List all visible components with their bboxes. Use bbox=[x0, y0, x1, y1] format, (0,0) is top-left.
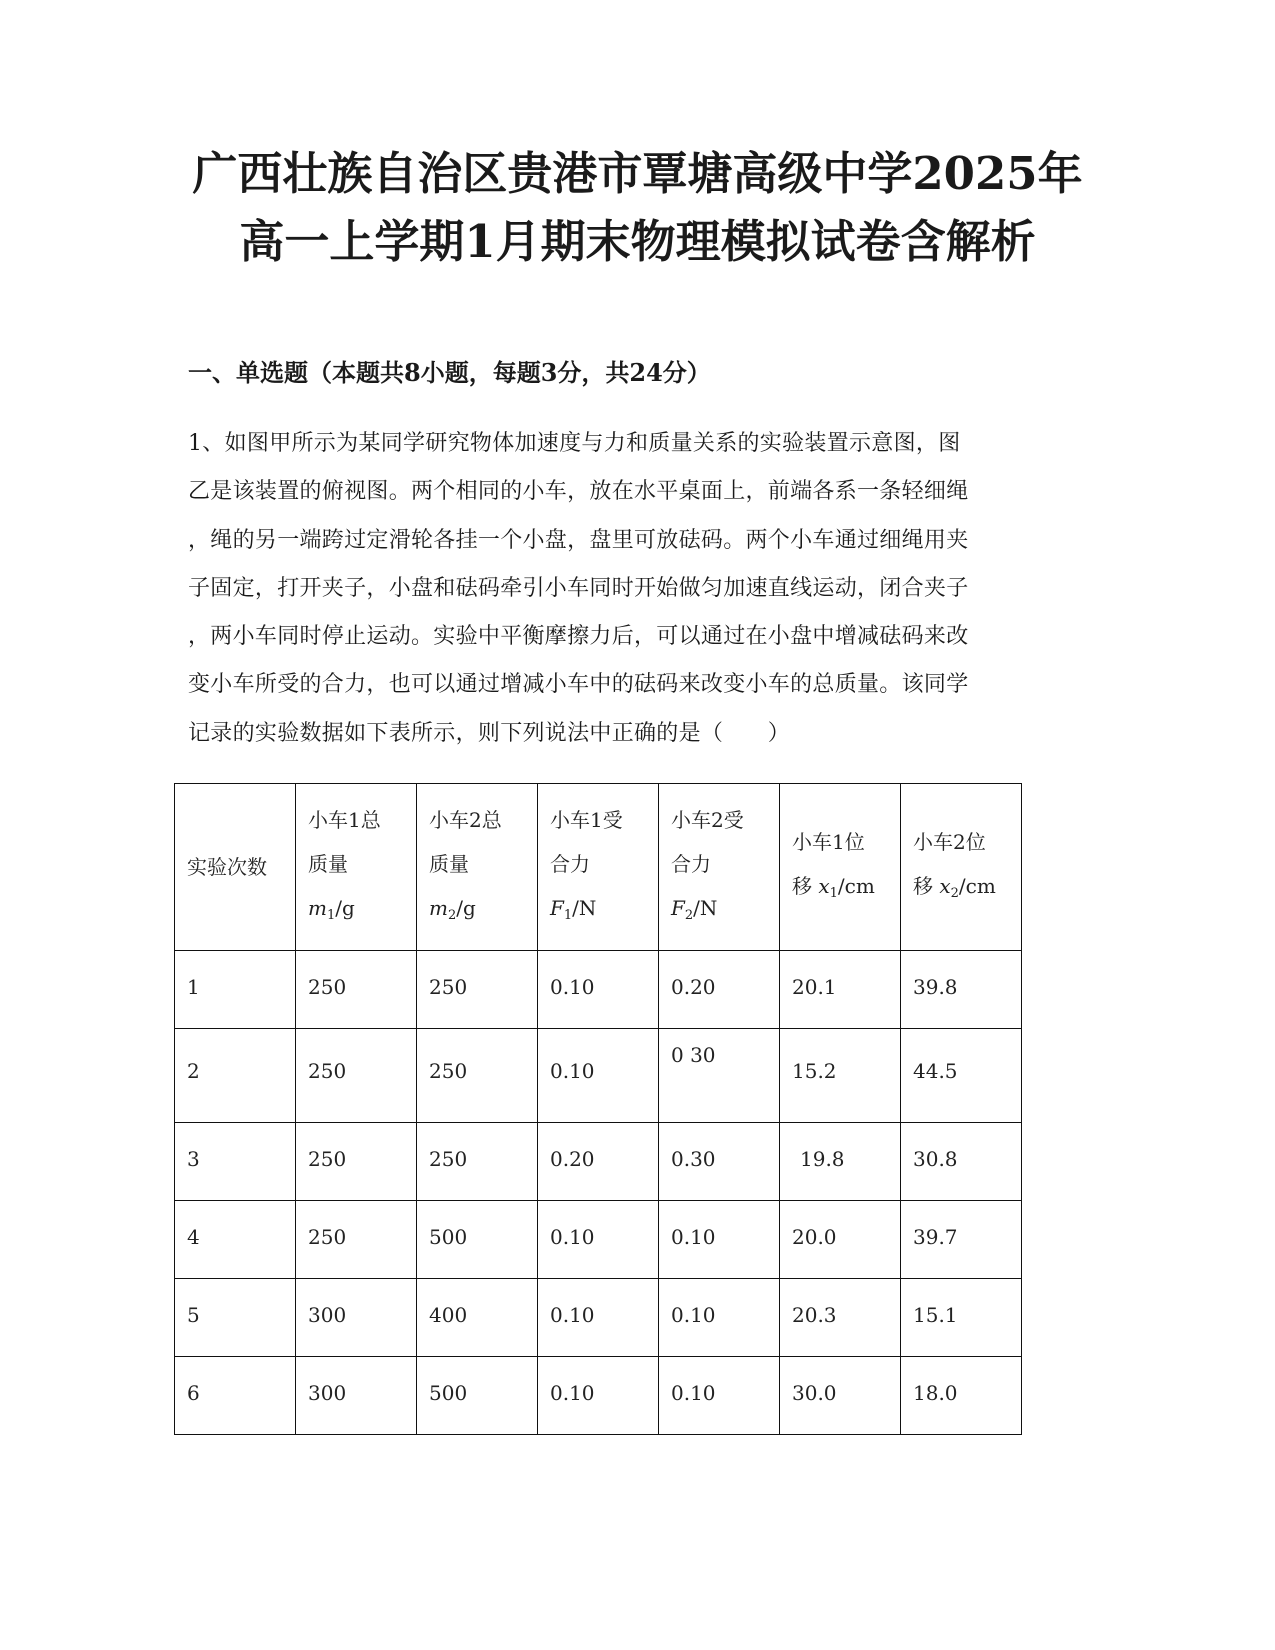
header-f1: 小车1受 合力 $F_1/N$ bbox=[538, 784, 659, 951]
document-title bbox=[0, 140, 1275, 276]
table-cell: 19.8 bbox=[780, 1123, 901, 1201]
header-m2: 小车2总 质量 $m_2/g$ bbox=[417, 784, 538, 951]
table-cell: 0.30 bbox=[659, 1123, 780, 1201]
table-row bbox=[175, 1029, 1022, 1123]
table-header-row bbox=[175, 784, 1022, 951]
table-row bbox=[175, 951, 1022, 1029]
table-cell: 0.10 bbox=[538, 1279, 659, 1357]
table-cell: 20.1 bbox=[780, 951, 901, 1029]
header-x2: 小车2位 移 $x_2/cm$ bbox=[901, 784, 1022, 951]
header-x1: 小车1位 移 $x_1/cm$ bbox=[780, 784, 901, 951]
table-cell: 0.10 bbox=[538, 951, 659, 1029]
table-cell: 5 bbox=[175, 1279, 296, 1357]
table-cell: 0.10 bbox=[659, 1201, 780, 1279]
table-cell: 15.2 bbox=[780, 1029, 901, 1123]
table-cell: 250 bbox=[417, 1029, 538, 1123]
table-cell: 0.10 bbox=[659, 1357, 780, 1435]
table-cell: 500 bbox=[417, 1357, 538, 1435]
question-1-text bbox=[188, 420, 1068, 758]
table-cell: 250 bbox=[296, 951, 417, 1029]
table-cell: 250 bbox=[417, 1123, 538, 1201]
header-f2: 小车2受 合力 $F_2/N$ bbox=[659, 784, 780, 951]
table-cell: 400 bbox=[417, 1279, 538, 1357]
question-line: ，绳的另一端跨过定滑轮各挂一个小盘，盘里可放砝码。两个小车通过细绳用夹 bbox=[188, 527, 969, 553]
table-cell: 250 bbox=[296, 1123, 417, 1201]
table-row bbox=[175, 1201, 1022, 1279]
table-cell: 30.8 bbox=[901, 1123, 1022, 1201]
header-m1: 小车1总 质量 $m_1/g$ bbox=[296, 784, 417, 951]
question-line: 乙是该装置的俯视图。两个相同的小车，放在水平桌面上，前端各系一条轻细绳 bbox=[188, 479, 969, 505]
table-cell: 0.10 bbox=[538, 1201, 659, 1279]
title-line-2: 高一上学期1月期末物理模拟试卷含解析 bbox=[239, 215, 1036, 268]
table-cell: 39.7 bbox=[901, 1201, 1022, 1279]
table-cell: 300 bbox=[296, 1279, 417, 1357]
experiment-data-table bbox=[174, 783, 1022, 1435]
table-cell: 250 bbox=[296, 1201, 417, 1279]
header-trial: 实验次数 bbox=[175, 784, 296, 951]
table-cell: 20.0 bbox=[780, 1201, 901, 1279]
table-cell: 4 bbox=[175, 1201, 296, 1279]
table-cell: 300 bbox=[296, 1357, 417, 1435]
table-cell: 0.10 bbox=[538, 1029, 659, 1123]
table-cell: 2 bbox=[175, 1029, 296, 1123]
table-cell: 30.0 bbox=[780, 1357, 901, 1435]
table-cell: 0.10 bbox=[659, 1279, 780, 1357]
table-cell: 1 bbox=[175, 951, 296, 1029]
table-cell: 18.0 bbox=[901, 1357, 1022, 1435]
table-cell: 0.10 bbox=[538, 1357, 659, 1435]
question-line: 1、如图甲所示为某同学研究物体加速度与力和质量关系的实验装置示意图，图 bbox=[188, 431, 961, 456]
table-row bbox=[175, 1123, 1022, 1201]
section-heading: 一、单选题（本题共8小题，每题3分，共24分） bbox=[188, 358, 711, 387]
table-cell: 6 bbox=[175, 1357, 296, 1435]
title-line-1: 广西壮族自治区贵港市覃塘高级中学2025年 bbox=[192, 147, 1083, 200]
table-cell: 39.8 bbox=[901, 951, 1022, 1029]
table-cell: 0.20 bbox=[538, 1123, 659, 1201]
table-cell: 3 bbox=[175, 1123, 296, 1201]
table-cell: 0.20 bbox=[659, 951, 780, 1029]
table-row bbox=[175, 1357, 1022, 1435]
table-cell: 44.5 bbox=[901, 1029, 1022, 1123]
question-line: 变小车所受的合力，也可以通过增减小车中的砝码来改变小车的总质量。该同学 bbox=[188, 672, 969, 698]
table-cell: 15.1 bbox=[901, 1279, 1022, 1357]
table-cell: 250 bbox=[417, 951, 538, 1029]
question-line: ，两小车同时停止运动。实验中平衡摩擦力后，可以通过在小盘中增减砝码来改 bbox=[188, 624, 969, 650]
table-cell: 20.3 bbox=[780, 1279, 901, 1357]
question-line: 记录的实验数据如下表所示，则下列说法中正确的是（ ） bbox=[188, 720, 791, 746]
table-cell: 500 bbox=[417, 1201, 538, 1279]
table-cell: 0 30 bbox=[659, 1029, 780, 1123]
table-cell: 250 bbox=[296, 1029, 417, 1123]
table-row bbox=[175, 1279, 1022, 1357]
question-line: 子固定，打开夹子，小盘和砝码牵引小车同时开始做匀加速直线运动，闭合夹子 bbox=[188, 575, 969, 601]
